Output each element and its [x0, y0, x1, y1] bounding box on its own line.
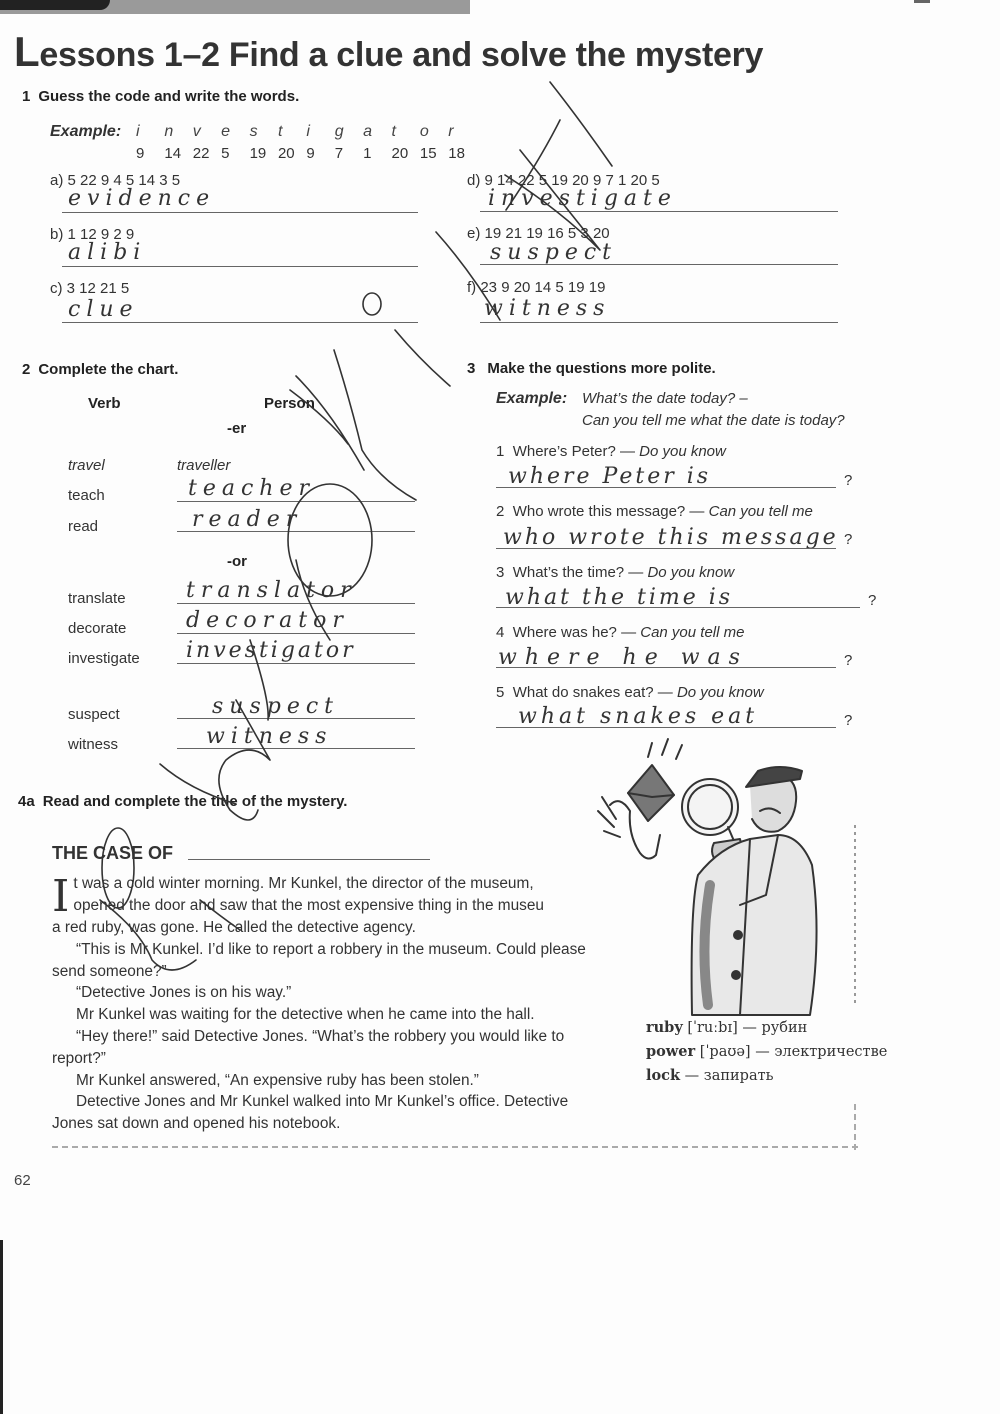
header-strip	[0, 0, 1000, 22]
side-rule	[854, 1104, 856, 1150]
vocab-box	[646, 1016, 887, 1088]
ex1-item-f-answer: witness	[484, 296, 611, 321]
case-title: THE CASE OF	[52, 843, 174, 863]
example-letter: o	[419, 123, 429, 140]
example-number: 9	[306, 145, 315, 162]
ex1-item-e-answer: suspect	[490, 240, 618, 265]
ex1-example-label: Example:	[50, 123, 122, 140]
example-number: 20	[277, 145, 295, 162]
example-number: 18	[448, 145, 465, 162]
example-letter: n	[164, 123, 174, 140]
bottom-rule	[52, 1146, 858, 1148]
ex2-line-teacher	[177, 501, 415, 502]
story-line-3: a red ruby, was gone. He called the detective agency.	[52, 919, 416, 936]
ex3-item-3-question: 3 What’s the time? — Do you know	[496, 564, 735, 581]
case-title-blank	[188, 859, 430, 860]
ex1-item-d-answer: investigate	[488, 186, 677, 211]
ex1-item-a-line	[62, 212, 418, 213]
example-letter: r	[448, 123, 454, 140]
ex2-verb-witness: witness	[68, 736, 119, 753]
example-letter: g	[334, 123, 344, 140]
ex1-item-a-answer: evidence	[68, 186, 216, 211]
ex3-item-2-line	[496, 548, 836, 549]
ex2-suffix-or: -or	[227, 553, 247, 570]
ex2-person-witness: witness	[206, 724, 333, 749]
ex2-person-teacher: teacher	[188, 476, 316, 501]
ex3-item-5-line	[496, 727, 836, 728]
header-dash	[914, 0, 930, 3]
ex1-item-b-line	[62, 266, 418, 267]
ex1-item-e-code: e) 19 21 19 16 5 3 20	[467, 225, 610, 242]
ex1-item-b-code: b) 1 12 9 2 9	[50, 226, 135, 243]
example-letter: t	[277, 123, 283, 140]
unit-marker	[0, 0, 110, 10]
story-paragraph: Mr Kunkel answered, “An expensive ruby has been stolen.”	[76, 1071, 479, 1089]
ex3-example-answer: Can you tell me what the date is today?	[582, 412, 845, 429]
ex2-verb-teach: teach	[68, 487, 105, 504]
detective-illustration	[590, 735, 860, 1015]
example-number: 22	[192, 145, 210, 162]
story-paragraph: Mr Kunkel was waiting for the detective when he came into the hall.	[76, 1006, 535, 1024]
ex2-person-decorator: decorator	[186, 608, 349, 633]
vocab-item-lock: lock — запирать	[646, 1067, 774, 1084]
ex2-person-translator: translator	[186, 578, 357, 603]
ex2-line-translator	[177, 603, 415, 604]
page-title: Lessons 1–2 Find a clue and solve the mystery	[14, 28, 764, 75]
ex3-example-question: What’s the date today? –	[582, 390, 748, 407]
scan-edge	[0, 1240, 3, 1414]
ex1-item-f-line	[480, 322, 838, 323]
ex1-example-numbers	[136, 145, 477, 162]
ex3-example-label: Example:	[496, 390, 568, 407]
ex3-item-3-answer: what the time is	[505, 585, 734, 610]
ex1-item-c-answer: clue	[68, 297, 139, 322]
ex3-item-2-qmark: ?	[844, 531, 853, 548]
ex2-person-suspect: suspect	[212, 694, 340, 719]
ex1-item-a-code: a) 5 22 9 4 5 14 3 5	[50, 172, 181, 189]
example-number: 20	[391, 145, 409, 162]
story-paragraph: “Detective Jones is on his way.”	[76, 984, 292, 1002]
example-letter: t	[391, 123, 396, 140]
ex2-line-witness	[177, 748, 415, 749]
example-number: 14	[164, 145, 182, 162]
ex2-col-verb: Verb	[88, 395, 121, 412]
example-letter: v	[192, 123, 201, 140]
ex1-item-e-line	[480, 264, 838, 265]
ex1-item-b-answer: alibi	[68, 240, 147, 265]
example-letter: i	[306, 123, 310, 140]
story-paragraph: “This is Mr Kunkel. I’d like to report a robbery in the museum. Could please send someone?”	[52, 940, 586, 980]
story-line-2: opened the door and saw that the most expensive thing in the museu	[73, 896, 544, 914]
ex1-heading: 1 Guess the code and write the words.	[22, 88, 300, 105]
ex3-item-2-question: 2 Who wrote this message? — Can you tell me	[496, 503, 813, 520]
story-paragraph: Detective Jones and Mr Kunkel walked into Mr Kunkel’s office. Detective Jones sat down and opened his notebook.	[52, 1093, 569, 1133]
ex1-item-d-code: d) 9 14 22 5 19 20 9 7 1 20 5	[467, 172, 660, 189]
ex3-item-1-qmark: ?	[844, 472, 853, 489]
story-dropcap: I	[52, 871, 70, 922]
example-number: 15	[419, 145, 437, 162]
ex2-line-reader	[177, 531, 415, 532]
ex3-item-4-answer: where he was	[498, 645, 748, 670]
ex2-line-investigator	[177, 663, 415, 664]
ex1-item-c-code: c) 3 12 21 5	[50, 280, 130, 297]
ex2-verb-read: read	[68, 518, 99, 535]
example-number: 5	[221, 145, 230, 162]
example-number: 1	[363, 145, 372, 162]
example-number: 19	[249, 145, 267, 162]
story-paragraph: “Hey there!” said Detective Jones. “What’s the robbery you would like to report?”	[52, 1027, 565, 1067]
ex1-item-f-code: f) 23 9 20 14 5 19 19	[467, 279, 606, 296]
ex3-item-1-answer: where Peter is	[508, 464, 712, 489]
ex1-item-c-line	[62, 322, 418, 323]
ex3-item-3-qmark: ?	[868, 592, 877, 609]
ex4a-heading: 4a Read and complete the title of the mystery.	[18, 793, 348, 810]
story	[52, 873, 608, 1135]
example-letter: i	[136, 123, 140, 140]
vocab-item-power: power [ˈpaʊə] — электричестве	[646, 1043, 888, 1060]
ex3-item-4-line	[496, 667, 836, 668]
ex3-item-1-line	[496, 487, 836, 488]
ex2-verb-investigate: investigate	[68, 650, 140, 667]
ex2-person-investigator: investigator	[186, 638, 356, 663]
example-letter: e	[221, 123, 231, 140]
ex2-verb-travel: travel	[68, 457, 105, 474]
ex2-verb-translate: translate	[68, 590, 126, 607]
ex3-item-5-qmark: ?	[844, 712, 853, 729]
vocab-item-ruby: ruby [ˈruːbɪ] — рубин	[646, 1019, 808, 1036]
ex2-col-person: Person	[264, 395, 315, 412]
ex3-item-5-answer: what snakes eat	[518, 704, 759, 729]
ex2-verb-suspect: suspect	[68, 706, 120, 723]
ex2-suffix-er: -er	[227, 420, 247, 437]
example-number: 9	[136, 145, 145, 162]
ex1-example-letters	[136, 123, 477, 141]
page-number: 62	[14, 1172, 31, 1189]
ex2-person-reader: reader	[192, 507, 303, 532]
ex3-item-2-answer: who wrote this message	[503, 525, 839, 550]
ex3-item-1-question: 1 Where’s Peter? — Do you know	[496, 443, 726, 460]
ex3-item-4-question: 4 Where was he? — Can you tell me	[496, 624, 745, 641]
ex2-line-suspect	[177, 718, 415, 719]
ex2-line-decorator	[177, 633, 415, 634]
ex2-heading: 2 Complete the chart.	[22, 361, 179, 378]
story-line-1: t was a cold winter morning. Mr Kunkel, the director of the museum,	[73, 875, 534, 892]
ex2-verb-decorate: decorate	[68, 620, 127, 637]
ex1-item-d-line	[480, 211, 838, 212]
ex3-item-4-qmark: ?	[844, 652, 853, 669]
ex3-heading: 3 Make the questions more polite.	[467, 360, 716, 377]
ex3-item-5-question: 5 What do snakes eat? — Do you know	[496, 684, 764, 701]
ex2-person-traveller: traveller	[177, 457, 231, 474]
example-number: 7	[334, 145, 344, 162]
ex3-item-3-line	[496, 607, 860, 608]
example-letter: a	[363, 123, 373, 140]
example-letter: s	[249, 123, 258, 140]
